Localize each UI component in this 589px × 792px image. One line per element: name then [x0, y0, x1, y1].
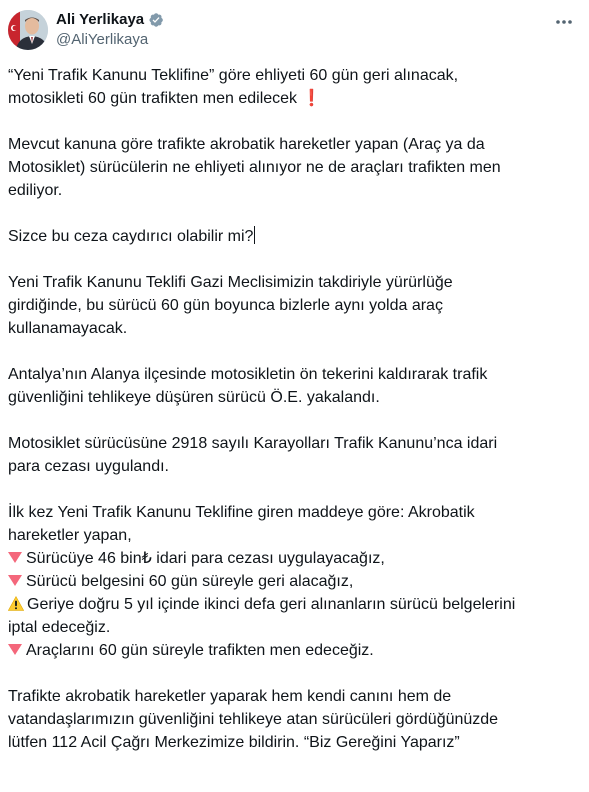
- text-line: vatandaşlarımızın güvenliğini tehlikeye atan sürücüleri gördüğünüzde: [8, 711, 499, 728]
- warning-icon: [8, 596, 24, 611]
- text-line: Antalya’nın Alanya ilçesinde motosikletin ön tekerini kaldırarak trafik: [8, 366, 488, 383]
- red-triangle-down-icon: [8, 575, 22, 586]
- more-options-icon[interactable]: [551, 12, 577, 32]
- red-exclamation-icon: ❗: [301, 90, 322, 107]
- author-names: [56, 10, 164, 50]
- text-line: iptal edeceğiz.: [8, 619, 111, 636]
- text-line: motosikleti 60 gün trafikten men edilecek: [8, 90, 298, 107]
- bullet-vehicle: [8, 639, 568, 662]
- bullet-text: Araçlarını 60 gün süreyle trafikten men edeceğiz.: [26, 642, 374, 659]
- text-line-with-caret: [8, 225, 568, 248]
- paragraph-measures: [8, 501, 568, 662]
- text-line: “Yeni Trafik Kanunu Teklifine” göre ehliyeti 60 gün geri alınacak,: [8, 67, 459, 84]
- text-line: para cezası uygulandı.: [8, 458, 169, 475]
- paragraph-headline: [8, 64, 568, 110]
- paragraph-new-law: [8, 271, 568, 340]
- bullet-license: [8, 570, 568, 593]
- author-handle[interactable]: @AliYerlikaya: [56, 31, 149, 48]
- bullet-text: Geriye doğru 5 yıl içinde ikinci defa geri alınanların sürücü belgelerini: [27, 596, 516, 613]
- text-line: Mevcut kanuna göre trafikte akrobatik hareketler yapan (Araç ya da: [8, 136, 485, 153]
- text-line: İlk kez Yeni Trafik Kanunu Teklifine giren maddeye göre: Akrobatik: [8, 504, 475, 521]
- paragraph-current-law: [8, 133, 568, 202]
- paragraph-incident: [8, 363, 568, 409]
- paragraph-question: [8, 225, 568, 248]
- display-name[interactable]: Ali Yerlikaya: [56, 11, 145, 28]
- text-line: lütfen 112 Acil Çağrı Merkezimize bildirin. “Biz Gereğini Yaparız”: [8, 734, 460, 751]
- paragraph-penalty: [8, 432, 568, 478]
- text-line: Sizce bu ceza caydırıcı olabilir mi?: [8, 228, 254, 245]
- text-caret: [254, 226, 255, 244]
- red-triangle-down-icon: [8, 552, 22, 563]
- avatar[interactable]: [8, 10, 48, 50]
- text-line: güvenliğini tehlikeye düşüren sürücü Ö.E. yakalandı.: [8, 389, 380, 406]
- text-line: hareketler yapan,: [8, 527, 132, 544]
- display-name-row: [56, 10, 164, 30]
- text-line: ediliyor.: [8, 182, 63, 199]
- verified-badge-icon: [148, 12, 164, 28]
- text-line-with-emoji: [8, 87, 568, 110]
- paragraph-report: [8, 685, 568, 754]
- text-line: Trafikte akrobatik hareketler yaparak hem kendi canını hem de: [8, 688, 452, 705]
- red-triangle-down-icon: [8, 644, 22, 655]
- text-line: Motosiklet) sürücülerin ne ehliyeti alınıyor ne de araçları trafikten men: [8, 159, 501, 176]
- tweet-header: [8, 10, 581, 54]
- bullet-text: Sürücüye 46 bin₺ idari para cezası uygulayacağız,: [26, 550, 385, 567]
- bullet-repeat: [8, 593, 568, 616]
- tweet-text: [8, 64, 568, 777]
- text-line: Motosiklet sürücüsüne 2918 sayılı Karayolları Trafik Kanunu’nca idari: [8, 435, 498, 452]
- text-line: kullanamayacak.: [8, 320, 128, 337]
- text-line: Yeni Trafik Kanunu Teklifi Gazi Meclisimizin takdiriyle yürürlüğe: [8, 274, 453, 291]
- bullet-fine: [8, 547, 568, 570]
- bullet-text: Sürücü belgesini 60 gün süreyle geri alacağız,: [26, 573, 354, 590]
- avatar-image: [8, 10, 48, 50]
- text-line: girdiğinde, bu sürücü 60 gün boyunca bizlerle aynı yolda araç: [8, 297, 443, 314]
